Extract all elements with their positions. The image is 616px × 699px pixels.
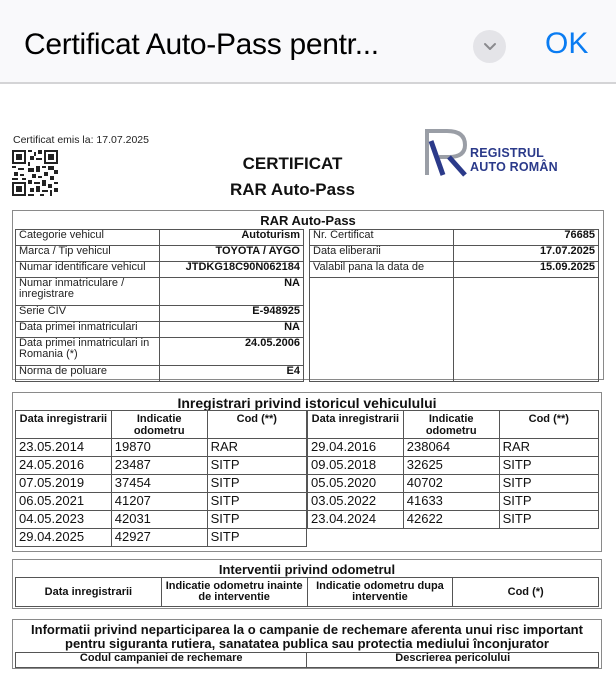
history-table-right xyxy=(307,410,599,529)
row-label: Serie CIV xyxy=(16,306,160,322)
document-title: Certificat Auto-Pass pentr... xyxy=(24,28,379,61)
row-value: Autoturism xyxy=(160,230,304,246)
cell-code: SITP xyxy=(207,511,306,529)
table-row xyxy=(16,246,304,262)
cell-code: SITP xyxy=(207,475,306,493)
chevron-down-icon xyxy=(483,42,497,52)
row-value: NA xyxy=(160,278,304,306)
vehicle-details-right xyxy=(309,229,599,382)
qr-code-icon xyxy=(12,150,58,196)
table-header-row xyxy=(16,578,599,607)
table-header-row xyxy=(308,411,599,439)
column-header-odometer-before: Indicatie odometru inainte de interventie xyxy=(161,578,307,607)
table-row xyxy=(310,278,599,382)
row-label: Valabil pana la data de xyxy=(310,262,454,278)
column-header-odometer: Indicatie odometru xyxy=(403,411,499,439)
table-row xyxy=(16,322,304,338)
table-row xyxy=(308,457,599,475)
cell-date: 23.05.2014 xyxy=(16,439,112,457)
cell-code: RAR xyxy=(207,439,306,457)
cell-date: 05.05.2020 xyxy=(308,475,404,493)
row-value: JTDKG18C90N062184 xyxy=(160,262,304,278)
table-row xyxy=(16,493,307,511)
cell-odometer: 238064 xyxy=(403,439,499,457)
cell-code: SITP xyxy=(499,457,598,475)
row-value: 17.07.2025 xyxy=(454,246,599,262)
row-value: E-948925 xyxy=(160,306,304,322)
row-value: 15.09.2025 xyxy=(454,262,599,278)
table-row xyxy=(308,475,599,493)
column-header-code: Cod (**) xyxy=(207,411,306,439)
row-label: Numar inmatriculare / inregistrare xyxy=(16,278,160,306)
row-value: NA xyxy=(160,322,304,338)
table-row xyxy=(16,439,307,457)
cell-odometer: 42622 xyxy=(403,511,499,529)
column-header-date: Data inregistrarii xyxy=(16,411,112,439)
row-label: Data primei inmatriculari xyxy=(16,322,160,338)
table-row xyxy=(16,475,307,493)
table-row xyxy=(16,366,304,382)
table-row xyxy=(16,230,304,246)
table-row xyxy=(308,439,599,457)
row-value: E4 xyxy=(160,366,304,382)
cell-date: 09.05.2018 xyxy=(308,457,404,475)
cell-date: 06.05.2021 xyxy=(16,493,112,511)
table-row xyxy=(308,493,599,511)
column-header-campaign-code: Codul campaniei de rechemare xyxy=(16,653,307,668)
cell-odometer: 41207 xyxy=(111,493,207,511)
odometer-section-heading: Interventii privind odometrul xyxy=(218,562,396,577)
row-label: Numar identificare vehicul xyxy=(16,262,160,278)
certificate-document xyxy=(0,86,616,699)
certificate-title: CERTIFICAT xyxy=(242,154,343,173)
cell-odometer: 41633 xyxy=(403,493,499,511)
column-header-date: Data inregistrarii xyxy=(308,411,404,439)
title-menu-button[interactable] xyxy=(473,30,506,63)
column-header-code: Cod (**) xyxy=(499,411,598,439)
row-label: Norma de poluare xyxy=(16,366,160,382)
empty-cell xyxy=(454,278,599,382)
cell-date: 23.04.2024 xyxy=(308,511,404,529)
sheet-header xyxy=(0,0,616,84)
rar-logo-text xyxy=(470,146,558,174)
cell-odometer: 23487 xyxy=(111,457,207,475)
table-row xyxy=(16,511,307,529)
table-row xyxy=(16,262,304,278)
cell-odometer: 19870 xyxy=(111,439,207,457)
row-label: Data primei inmatriculari in Romania (*) xyxy=(16,338,160,366)
logo-line1: REGISTRUL xyxy=(470,146,545,160)
row-label: Marca / Tip vehicul xyxy=(16,246,160,262)
column-header-code: Cod (*) xyxy=(453,578,599,607)
row-label: Nr. Certificat xyxy=(310,230,454,246)
vehicle-details-left xyxy=(15,229,304,382)
history-section-heading: Inregistrari privind istoricul vehiculului xyxy=(177,395,437,411)
row-value: TOYOTA / AYGO xyxy=(160,246,304,262)
cell-date: 04.05.2023 xyxy=(16,511,112,529)
cell-code: SITP xyxy=(499,511,598,529)
recall-table xyxy=(15,652,599,668)
cell-code: SITP xyxy=(499,475,598,493)
table-row xyxy=(16,278,304,306)
table-header-row xyxy=(16,411,307,439)
column-header-date: Data inregistrarii xyxy=(16,578,162,607)
cell-odometer: 42031 xyxy=(111,511,207,529)
table-row xyxy=(16,306,304,322)
table-row xyxy=(16,457,307,475)
row-label: Categorie vehicul xyxy=(16,230,160,246)
column-header-hazard-description: Descrierea pericolului xyxy=(307,653,599,668)
row-value: 24.05.2006 xyxy=(160,338,304,366)
table-row xyxy=(310,246,599,262)
cell-code: SITP xyxy=(499,493,598,511)
table-row xyxy=(308,511,599,529)
table-row xyxy=(310,262,599,278)
cell-date: 03.05.2022 xyxy=(308,493,404,511)
cell-code: RAR xyxy=(499,439,598,457)
odometer-table xyxy=(15,577,599,607)
recall-section-heading: Informatii privind neparticiparea la o campanie de rechemare aferenta unui risc important pentru siguranta rutiera, sanatatea publica sau protectia mediului înconjurator xyxy=(31,622,583,651)
issued-date: Certificat emis la: 17.07.2025 xyxy=(13,134,149,146)
vehicle-section-heading: RAR Auto-Pass xyxy=(260,213,356,228)
cell-date: 07.05.2019 xyxy=(16,475,112,493)
cell-code: SITP xyxy=(207,493,306,511)
empty-cell xyxy=(310,278,454,382)
table-header-row xyxy=(16,653,599,668)
column-header-odometer: Indicatie odometru xyxy=(111,411,207,439)
cell-odometer: 32625 xyxy=(403,457,499,475)
certificate-subtitle: RAR Auto-Pass xyxy=(230,180,355,199)
table-row xyxy=(16,338,304,366)
ok-button[interactable]: OK xyxy=(545,27,589,60)
cell-date: 29.04.2016 xyxy=(308,439,404,457)
row-value: 76685 xyxy=(454,230,599,246)
cell-odometer: 42927 xyxy=(111,529,207,547)
history-table-left xyxy=(15,410,307,547)
logo-line2: AUTO ROMÂN xyxy=(470,160,558,174)
cell-date: 24.05.2016 xyxy=(16,457,112,475)
cell-odometer: 40702 xyxy=(403,475,499,493)
cell-date: 29.04.2025 xyxy=(16,529,112,547)
cell-code: SITP xyxy=(207,529,306,547)
cell-odometer: 37454 xyxy=(111,475,207,493)
column-header-odometer-after: Indicatie odometru dupa interventie xyxy=(307,578,453,607)
row-label: Data eliberarii xyxy=(310,246,454,262)
cell-code: SITP xyxy=(207,457,306,475)
table-row xyxy=(310,230,599,246)
table-row xyxy=(16,529,307,547)
